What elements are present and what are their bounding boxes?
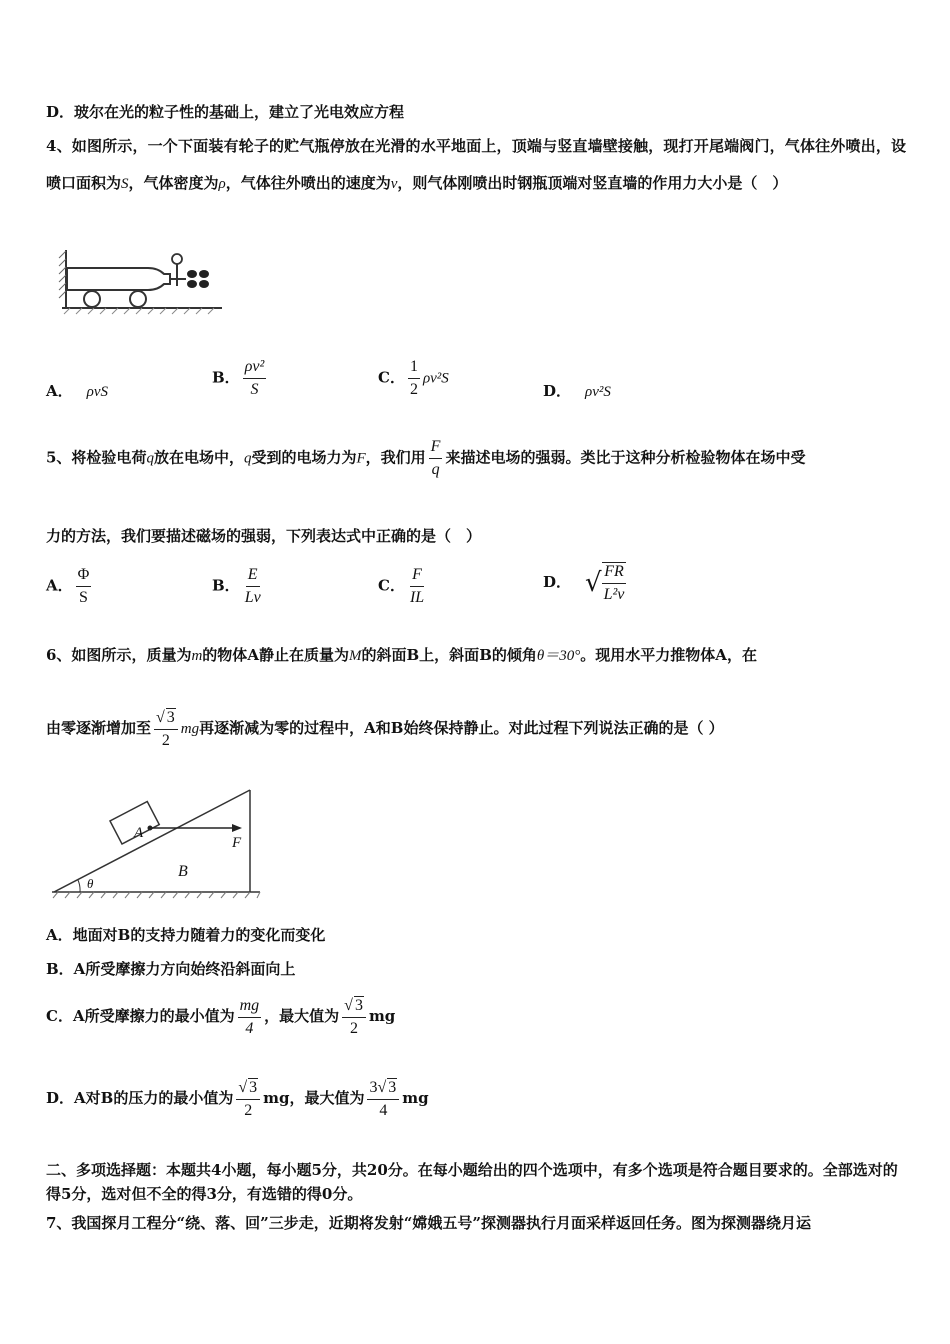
q4-option-a: A． ρvS [46, 382, 108, 400]
q6-option-a: A．地面对B的支持力随着力的变化而变化 [46, 926, 326, 944]
q6-figure-label-b: B [178, 863, 188, 880]
q5-stem-line-2: 力的方法，我们要描述磁场的强弱，下列表达式中正确的是（ ） [46, 527, 482, 545]
q7-stem: 7、我国探月工程分“绕、落、回”三步走，近期将发射“嫦娥五号”探测器执行月面采样返回任务。图为探测器绕月运 [46, 1214, 811, 1232]
q4-figure [56, 246, 226, 316]
q4-option-b: B． $\frac{\text{ρv²}}{S}$ [212, 358, 265, 398]
q4-stem: 4、如图所示，一个下面装有轮子的贮气瓶停放在光滑的水平地面上，顶端与竖直墙壁接触，现打开尾端阀门，气体往外喷出，设喷口面积为S，气体密度为ρ，气体往外喷出的速度为v，则气体刚喷出时钢瓶顶端对竖直墙的作用力大小是（ ） [46, 137, 906, 192]
q3-option-d: D．玻尔在光的粒子性的基础上，建立了光电效应方程 [46, 103, 405, 121]
q5-option-b: B． $\frac{E}{Lv}$ [212, 566, 261, 606]
q6-option-d: D．A对B的压力的最小值为 $\frac{√ 3}{2}$ mg，最大值为 $\frac{3√ 3}{4}$ mg [46, 1079, 429, 1119]
q4-option-c: C． $\frac{1}{2}$ ρv²S [378, 358, 449, 398]
q6-option-c: C．A所受摩擦力的最小值为 $\frac{mg}{4}$ ，最大值为 $\frac{√ 3}{2}$ mg [46, 996, 396, 1037]
q6-stem-line-2: 由零逐渐增加至 $\frac{√ 3}{2}$ mg再逐渐减为零的过程中，A和B始终保持静止。对此过程下列说法正确的是（ ） [46, 709, 724, 749]
q4-option-d: D． ρv²S [543, 382, 611, 400]
q6-figure-label-f: F [232, 835, 242, 851]
q6-figure [46, 786, 266, 906]
q5-option-a: A． $\frac{\Phi}{S}$ [46, 566, 90, 606]
q5-stem-line-1: 5、将检验电荷q放在电场中，q受到的电场力为F，我们用 $\frac{F}{q}$ 来描述电场的强弱。类比于这种分析检验物体在场中受 [46, 438, 806, 478]
q5-option-d: D． √ $\frac{FR}{\text{L²v}}$ [543, 563, 625, 603]
q6-stem-line-1: 6、如图所示，质量为m的物体A静止在质量为M的斜面B上，斜面B的倾角θ＝30°。现用水平力推物体A，在 [46, 646, 757, 664]
q6-figure-theta-label: θ [87, 876, 94, 891]
q6-option-b: B．A所受摩擦力方向始终沿斜面向上 [46, 960, 296, 978]
section-2-instructions: 二、多项选择题：本题共4小题，每小题5分，共20分。在每小题给出的四个选项中，有多个选项是符合题目要求的。全部选对的得5分，选对但不全的得3分，有选错的得0分。 [46, 1161, 898, 1203]
q6-figure-label-a: A [134, 825, 144, 841]
q5-option-c: C． $\frac{F}{IL}$ [378, 566, 425, 606]
